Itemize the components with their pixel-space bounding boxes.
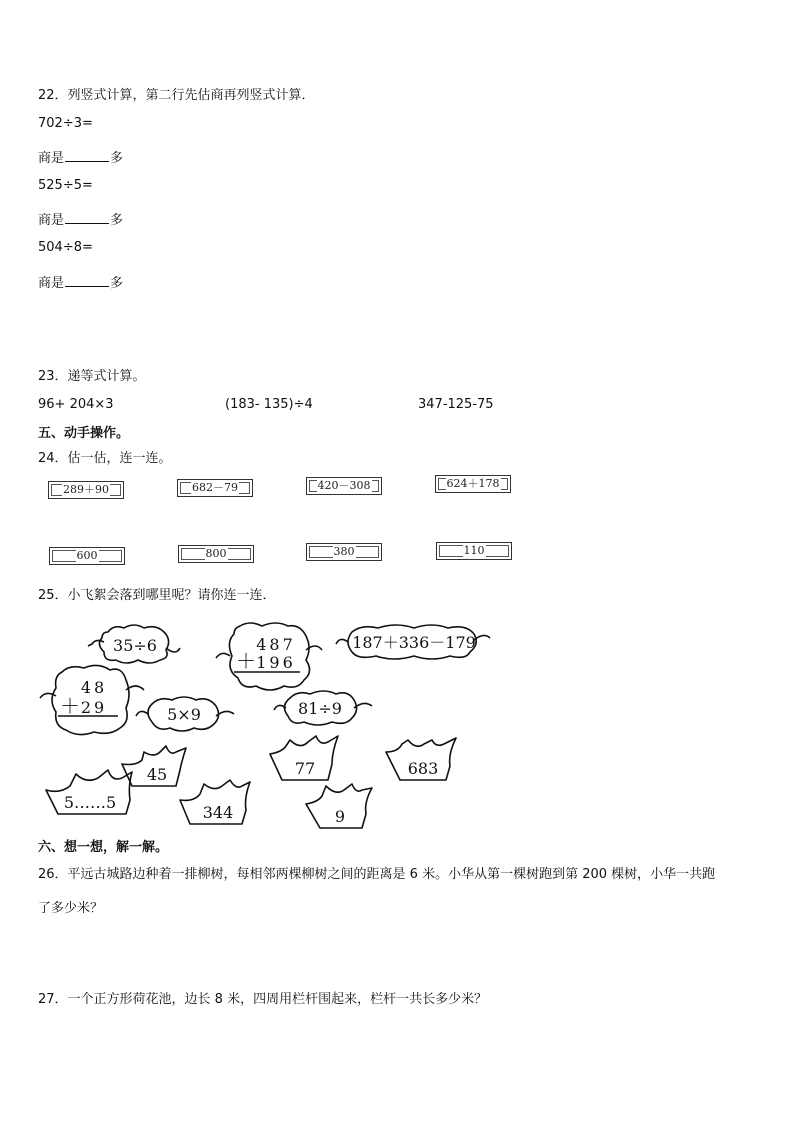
- puff-stem-4: [40, 693, 56, 698]
- puff-stem-1: [88, 640, 104, 646]
- grass-label-5: 9: [334, 807, 346, 826]
- puff-cloud-5: [148, 697, 219, 731]
- estimate-suffix: 多: [110, 276, 124, 291]
- grass-label-4: 77: [294, 759, 316, 778]
- q22-estimate-1: [38, 147, 123, 166]
- estimate-prefix: 商是: [38, 151, 65, 166]
- q22-estimate-2: [38, 209, 123, 228]
- puff-stem-6: [274, 705, 286, 710]
- estimate-card-bottom-2[interactable]: 800: [178, 545, 254, 563]
- grass-label-2: 5……5: [63, 793, 117, 812]
- puff-cloud-3: [348, 625, 476, 659]
- q27-text: 27．一个正方形荷花池，边长 8 米，四周用栏杆围起来，栏杆一共长多少米？: [38, 992, 488, 1007]
- q22-title: 22．列竖式计算，第二行先估商再列竖式计算．: [38, 88, 315, 103]
- puff-stem-6b: [354, 703, 372, 708]
- answer-blank[interactable]: [65, 213, 109, 224]
- estimate-suffix: 多: [110, 213, 124, 228]
- puff-label-2-op: ＋: [236, 649, 256, 673]
- q22-expr-3: 504÷8=: [38, 240, 93, 255]
- grass-6: [386, 738, 456, 780]
- puff-stem-2b: [306, 646, 322, 650]
- estimate-card-top-2[interactable]: 682－79: [177, 479, 253, 497]
- estimate-card-top-3[interactable]: 420－308: [306, 477, 382, 495]
- grass-3: [180, 780, 250, 824]
- puff-label-6: 81÷9: [298, 699, 342, 718]
- section-5-heading: 五、动手操作。: [38, 426, 130, 441]
- q26-line-2: 了多少米？: [38, 901, 104, 916]
- puff-cloud-2: [229, 623, 309, 690]
- puff-stem-3b: [474, 635, 490, 640]
- q25-title: 25．小飞絮会落到哪里呢？请你连一连．: [38, 588, 276, 603]
- puff-label-4-top: 48: [80, 678, 108, 697]
- answer-blank[interactable]: [65, 276, 109, 287]
- puff-label-5: 5×9: [167, 705, 201, 724]
- puff-stem-2: [216, 653, 230, 658]
- puff-stem-5b: [216, 711, 234, 716]
- grass-2: [46, 770, 132, 814]
- q23-expr-3: 347-125-75: [418, 397, 494, 412]
- puff-label-4-bottom: 29: [80, 698, 108, 717]
- q23-title: 23．递等式计算。: [38, 369, 146, 384]
- section-6-heading: 六、想一想，解一解。: [38, 840, 169, 855]
- puff-cloud-4: [52, 665, 129, 734]
- puff-cloud-1: [99, 625, 168, 663]
- estimate-card-bottom-1[interactable]: 600: [49, 547, 125, 565]
- puff-label-2-bottom: 196: [256, 653, 296, 672]
- estimate-suffix: 多: [110, 151, 124, 166]
- puff-cloud-6: [284, 691, 356, 725]
- estimate-prefix: 商是: [38, 276, 65, 291]
- puff-stem-1b: [166, 648, 180, 652]
- grass-5: [306, 784, 372, 828]
- answer-blank[interactable]: [65, 151, 109, 162]
- puff-label-3: 187＋336－179: [352, 633, 476, 652]
- estimate-prefix: 商是: [38, 213, 65, 228]
- estimate-card-top-4[interactable]: 624＋178: [435, 475, 511, 493]
- q26-line-1: 26．平远古城路边种着一排柳树，每相邻两棵柳树之间的距离是 6 米。小华从第一棵树跑到第 200 棵树，小华一共跑: [38, 867, 716, 882]
- grass-label-3: 344: [202, 803, 234, 822]
- puff-stem-4b: [126, 686, 144, 690]
- q22-estimate-3: [38, 272, 123, 291]
- puff-label-2-top: 487: [256, 635, 296, 654]
- puff-stem-5: [136, 711, 148, 716]
- q22-expr-2: 525÷5=: [38, 178, 93, 193]
- grass-label-6: 683: [407, 759, 439, 778]
- grass-label-1: 45: [146, 765, 168, 784]
- q23-expr-2: (183- 135)÷4: [225, 397, 313, 412]
- q22-expr-1: 702÷3=: [38, 116, 93, 131]
- q23-expr-1: 96+ 204×3: [38, 397, 114, 412]
- puff-label-1: 35÷6: [113, 636, 157, 655]
- estimate-card-bottom-3[interactable]: 380: [306, 543, 382, 561]
- estimate-card-top-1[interactable]: 289＋90: [48, 481, 124, 499]
- estimate-card-bottom-4[interactable]: 110: [436, 542, 512, 560]
- grass-4: [270, 736, 338, 780]
- puff-stem-3: [336, 639, 348, 644]
- grass-1: [122, 746, 186, 786]
- q24-title: 24．估一估，连一连。: [38, 451, 172, 466]
- puff-label-4-op: ＋: [60, 694, 80, 718]
